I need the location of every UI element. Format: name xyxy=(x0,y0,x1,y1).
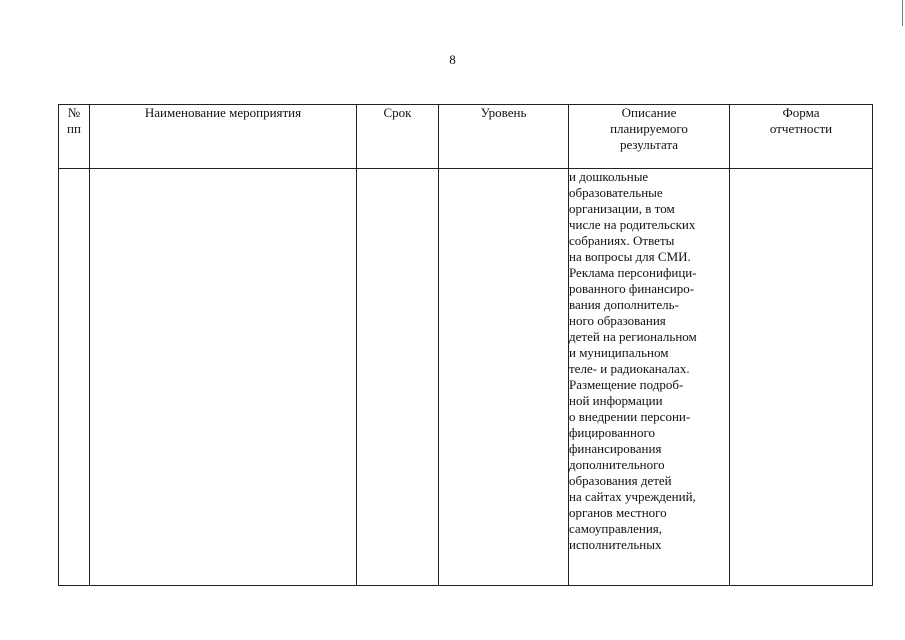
description-line: и дошкольные xyxy=(569,169,649,184)
cell-event-name xyxy=(90,169,357,586)
description-line: фицированного xyxy=(569,425,655,440)
header-result-description: Описание планируемого результата xyxy=(569,105,730,169)
description-line: образовательные xyxy=(569,185,663,200)
description-line: финансирования xyxy=(569,441,662,456)
cell-result-description xyxy=(569,169,730,586)
header-report-form: Форма отчетности xyxy=(730,105,873,169)
plan-table xyxy=(58,104,873,586)
cell-level xyxy=(439,169,569,586)
description-line: детей на региональном xyxy=(569,329,697,344)
description-line: самоуправления, xyxy=(569,521,663,536)
description-line: дополнительного xyxy=(569,457,665,472)
description-line: Реклама персонифици- xyxy=(569,265,697,280)
description-line: числе на родительских xyxy=(569,217,696,232)
header-number: № пп xyxy=(59,105,90,169)
description-line: органов местного xyxy=(569,505,667,520)
description-line: на сайтах учреждений, xyxy=(569,489,696,504)
description-line: теле- и радиоканалах. xyxy=(569,361,690,376)
description-line: вания дополнитель- xyxy=(569,297,679,312)
description-line: рованного финансиро- xyxy=(569,281,695,296)
description-line: собраниях. Ответы xyxy=(569,233,675,248)
description-line: ной информации xyxy=(569,393,663,408)
description-line: исполнительных xyxy=(569,537,662,552)
header-level: Уровень xyxy=(439,105,569,169)
description-line: на вопросы для СМИ. xyxy=(569,249,691,264)
table-row xyxy=(59,169,873,586)
cell-report-form xyxy=(730,169,873,586)
page-number: 8 xyxy=(449,52,456,67)
description-line: и муниципальном xyxy=(569,345,669,360)
description-line: ного образования xyxy=(569,313,666,328)
description-line: организации, в том xyxy=(569,201,675,216)
table-header-row xyxy=(59,105,873,169)
header-event-name: Наименование мероприятия xyxy=(90,105,357,169)
description-line: образования детей xyxy=(569,473,672,488)
header-term: Срок xyxy=(357,105,439,169)
cell-number xyxy=(59,169,90,586)
description-line: Размещение подроб- xyxy=(569,377,684,392)
description-line: о внедрении персони- xyxy=(569,409,691,424)
cell-term xyxy=(357,169,439,586)
page-edge-line xyxy=(902,0,903,26)
